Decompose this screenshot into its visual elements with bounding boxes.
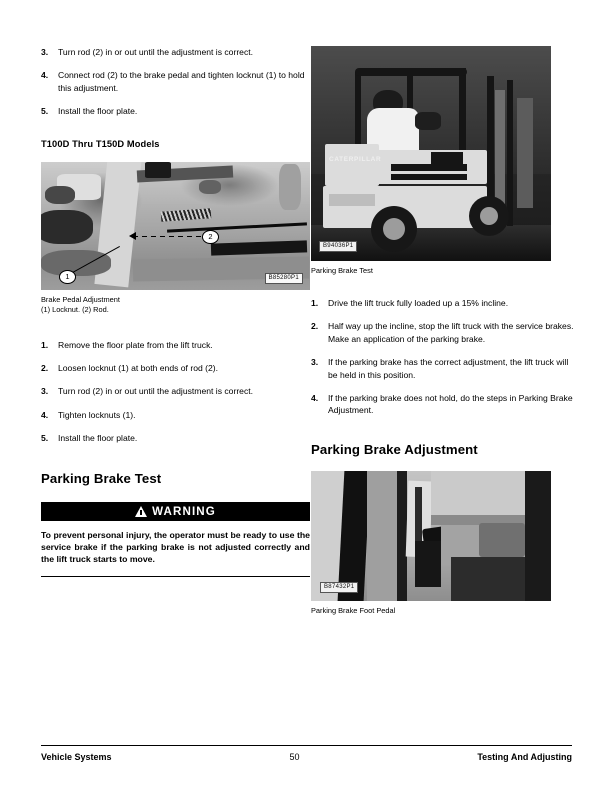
callout-2-leader bbox=[133, 236, 205, 237]
list-item bbox=[311, 320, 574, 345]
list-item bbox=[41, 409, 310, 421]
brake-pedal-photo bbox=[41, 162, 310, 290]
photo-shape bbox=[45, 186, 75, 204]
photo-shape bbox=[525, 471, 551, 601]
step-number: 5. bbox=[41, 106, 49, 117]
list-item bbox=[41, 385, 310, 397]
left-column bbox=[41, 46, 310, 577]
footer-divider bbox=[41, 745, 572, 746]
photo-id-label: B85280P1 bbox=[265, 273, 303, 284]
step-text: Tighten locknuts (1). bbox=[58, 409, 136, 420]
figure-caption bbox=[41, 295, 310, 315]
emblem-plate bbox=[431, 152, 463, 164]
parking-brake-test-steps bbox=[311, 297, 574, 417]
photo-shape bbox=[199, 180, 221, 194]
foot-pedal-photo bbox=[311, 471, 551, 601]
list-item bbox=[41, 432, 310, 444]
brake-pedal-top-steps bbox=[41, 46, 310, 118]
list-item bbox=[41, 362, 310, 374]
list-item bbox=[41, 46, 310, 58]
step-number: 2. bbox=[311, 321, 319, 332]
figure-brake-pedal-adjustment bbox=[41, 162, 310, 315]
right-column bbox=[311, 46, 574, 616]
warning-banner bbox=[41, 502, 310, 521]
list-item bbox=[311, 297, 574, 309]
list-item bbox=[311, 356, 574, 381]
step-text: If the parking brake does not hold, do the steps in Parking Brake Adjustment. bbox=[328, 393, 573, 416]
caption-title: Brake Pedal Adjustment bbox=[41, 294, 120, 304]
list-item bbox=[41, 69, 310, 94]
photo-id-label: B87432P1 bbox=[320, 582, 358, 593]
page-footer bbox=[41, 752, 572, 762]
caption-title: Parking Brake Foot Pedal bbox=[311, 605, 396, 615]
front-hub bbox=[383, 218, 405, 240]
carriage-shape bbox=[517, 98, 533, 208]
step-number: 3. bbox=[311, 357, 319, 368]
photo-shape bbox=[41, 210, 93, 244]
forklift-photo bbox=[311, 46, 551, 261]
list-item bbox=[41, 339, 310, 351]
models-heading: T100D Thru T150D Models bbox=[41, 138, 160, 149]
warning-text: To prevent personal injury, the operator must be ready to use the service brake if the parking brake is not adjusted correctly and the lift truck starts to move. bbox=[41, 529, 310, 565]
photo-shape bbox=[279, 164, 301, 210]
step-text: Remove the floor plate from the lift truck. bbox=[58, 339, 213, 350]
rod-shape bbox=[167, 222, 307, 232]
bracket-shape bbox=[479, 523, 525, 557]
mast-shape bbox=[495, 90, 505, 214]
spring-shape bbox=[161, 208, 212, 221]
caption-legend: (1) Locknut. (2) Rod. bbox=[41, 304, 109, 314]
step-text: Turn rod (2) in or out until the adjustment is correct. bbox=[58, 386, 254, 397]
step-number: 3. bbox=[41, 47, 49, 57]
mast-shape bbox=[507, 80, 513, 226]
photo-id-label: B94036P1 bbox=[319, 241, 357, 252]
figure-caption bbox=[311, 606, 574, 616]
step-number: 4. bbox=[311, 393, 319, 404]
figure-caption bbox=[311, 266, 574, 276]
step-number: 4. bbox=[41, 70, 49, 81]
step-number: 4. bbox=[41, 409, 49, 420]
caption-title: Parking Brake Test bbox=[311, 266, 373, 275]
warning-triangle-icon bbox=[135, 506, 147, 517]
parking-brake-test-heading: Parking Brake Test bbox=[41, 470, 162, 486]
photo-shape bbox=[211, 240, 307, 255]
page-number: 50 bbox=[289, 752, 300, 762]
counterweight-shape bbox=[325, 144, 382, 186]
list-item bbox=[311, 392, 574, 417]
callout-2-arrowhead bbox=[129, 232, 136, 240]
step-number: 3. bbox=[41, 386, 49, 397]
rear-hub bbox=[480, 207, 498, 225]
step-number: 5. bbox=[41, 433, 49, 444]
wall-shape bbox=[431, 471, 531, 515]
list-item bbox=[41, 105, 310, 117]
figure-parking-brake-test bbox=[311, 46, 574, 276]
step-number: 1. bbox=[41, 339, 49, 350]
warning-label: WARNING bbox=[152, 504, 216, 518]
operator-arm bbox=[415, 112, 441, 130]
photo-shape bbox=[367, 471, 401, 601]
step-text: Turn rod (2) in or out until the adjustment is correct. bbox=[58, 47, 254, 57]
parking-brake-adjustment-heading: Parking Brake Adjustment bbox=[311, 441, 478, 457]
callout-1: 1 bbox=[59, 270, 76, 284]
body-detail bbox=[329, 194, 375, 206]
step-text: Install the floor plate. bbox=[58, 106, 138, 117]
pedal-support bbox=[415, 541, 441, 587]
warning-divider bbox=[41, 576, 310, 578]
brake-pedal-adjustment-steps bbox=[41, 339, 310, 445]
step-number: 1. bbox=[311, 298, 319, 308]
photo-shape bbox=[145, 162, 171, 178]
step-text: Half way up the incline, stop the lift truck with the service brakes. Make an application of the parking brake. bbox=[328, 321, 574, 344]
body-detail bbox=[391, 164, 467, 171]
step-text: Drive the lift truck fully loaded up a 15% incline. bbox=[328, 298, 509, 308]
step-number: 2. bbox=[41, 363, 49, 374]
body-detail bbox=[391, 174, 467, 180]
figure-parking-brake-foot-pedal bbox=[311, 471, 574, 616]
step-text: Install the floor plate. bbox=[58, 433, 138, 444]
footer-left-text: Vehicle Systems bbox=[41, 752, 112, 762]
photo-shape bbox=[41, 250, 111, 276]
step-text: Loosen locknut (1) at both ends of rod (2). bbox=[58, 363, 219, 374]
step-text: If the parking brake has the correct adjustment, the lift truck will be held in this position. bbox=[328, 357, 569, 380]
step-text: Connect rod (2) to the brake pedal and tighten locknut (1) to hold this adjustment. bbox=[58, 70, 305, 93]
warning-box bbox=[41, 502, 310, 578]
callout-2: 2 bbox=[202, 230, 219, 244]
brand-label: CATERPILLAR bbox=[329, 156, 382, 163]
footer-right-text: Testing And Adjusting bbox=[477, 752, 572, 762]
